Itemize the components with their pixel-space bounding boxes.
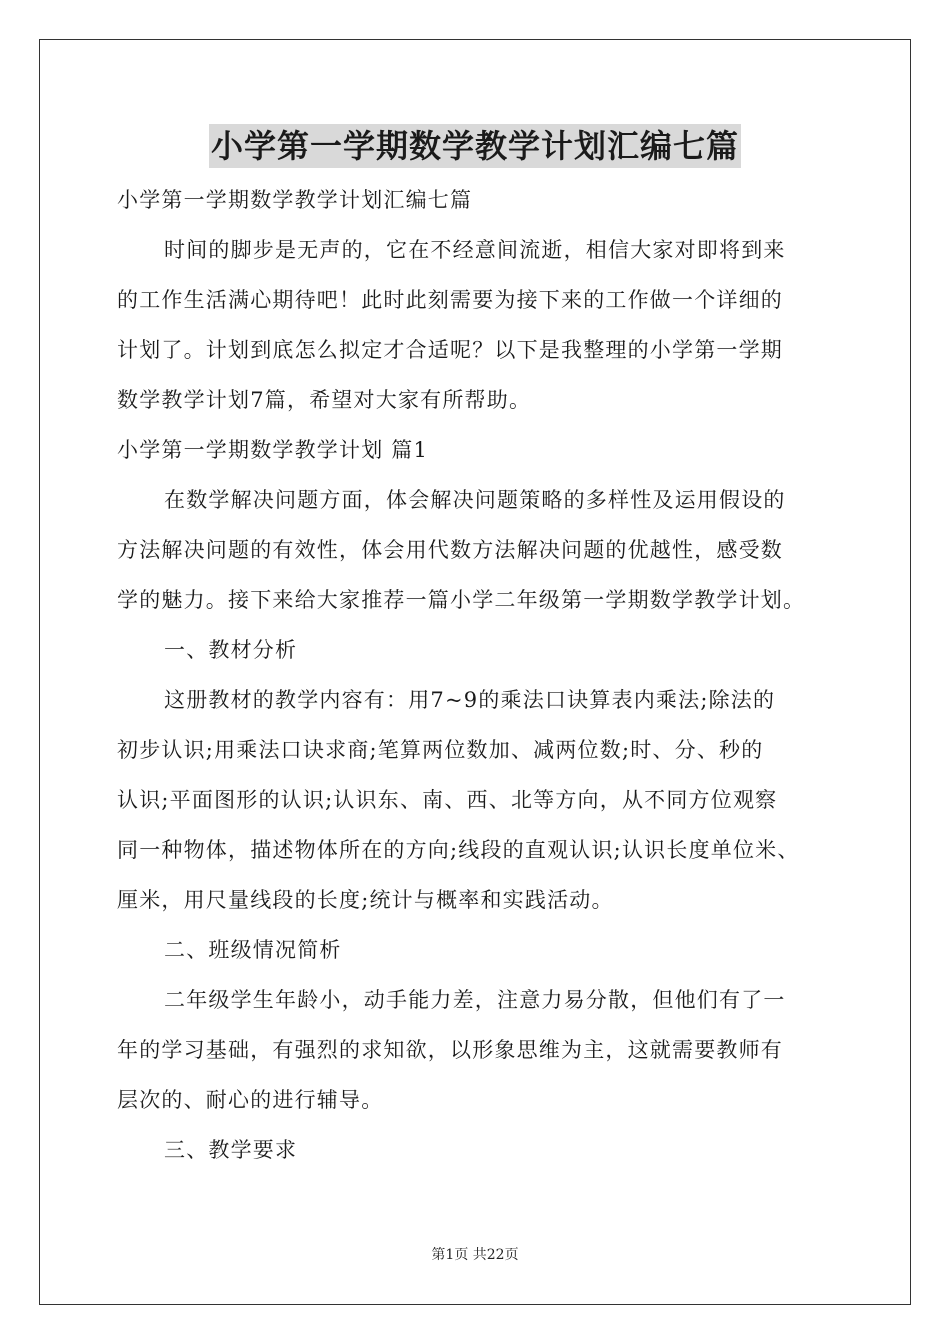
- text-line: 厘米，用尺量线段的长度;统计与概率和实践活动。: [117, 888, 614, 912]
- text-line: 方法解决问题的有效性，体会用代数方法解决问题的优越性，感受数: [117, 538, 783, 562]
- text-line: 二年级学生年龄小，动手能力差，注意力易分散，但他们有了一: [164, 988, 786, 1012]
- text-line: 时间的脚步是无声的，它在不经意间流逝，相信大家对即将到来: [164, 238, 786, 262]
- text-line: 这册教材的教学内容有：用7~9的乘法口诀算表内乘法;除法的: [164, 688, 776, 712]
- text-line: 学的魅力。接下来给大家推荐一篇小学二年级第一学期数学教学计划。: [117, 588, 806, 612]
- text-line: 一、教材分析: [164, 638, 298, 662]
- text-line: 数学教学计划7篇，希望对大家有所帮助。: [117, 388, 532, 412]
- text-line: 认识;平面图形的认识;认识东、南、西、北等方向，从不同方位观察: [117, 788, 778, 812]
- text-line: 同一种物体，描述物体所在的方向;线段的直观认识;认识长度单位米、: [117, 838, 800, 862]
- page-footer: 第1页 共22页: [431, 1247, 519, 1263]
- text-line: 在数学解决问题方面，体会解决问题策略的多样性及运用假设的: [164, 488, 786, 512]
- text-line: 计划了。计划到底怎么拟定才合适呢？以下是我整理的小学第一学期: [117, 338, 783, 362]
- text-line: 年的学习基础，有强烈的求知欲，以形象思维为主，这就需要教师有: [117, 1038, 783, 1062]
- document-body: [117, 175, 837, 1175]
- text-line: 小学第一学期数学教学计划汇编七篇: [117, 188, 473, 212]
- text-line: 二、班级情况简析: [164, 938, 342, 962]
- text-line: 三、教学要求: [164, 1138, 298, 1162]
- title-container: [0, 124, 950, 168]
- text-line: 小学第一学期数学教学计划 篇1: [117, 438, 429, 462]
- text-line: 的工作生活满心期待吧！此时此刻需要为接下来的工作做一个详细的: [117, 288, 783, 312]
- document-title: 小学第一学期数学教学计划汇编七篇: [209, 124, 741, 168]
- text-line: 层次的、耐心的进行辅导。: [117, 1088, 384, 1112]
- text-line: 初步认识;用乘法口诀求商;笔算两位数加、减两位数;时、分、秒的: [117, 738, 764, 762]
